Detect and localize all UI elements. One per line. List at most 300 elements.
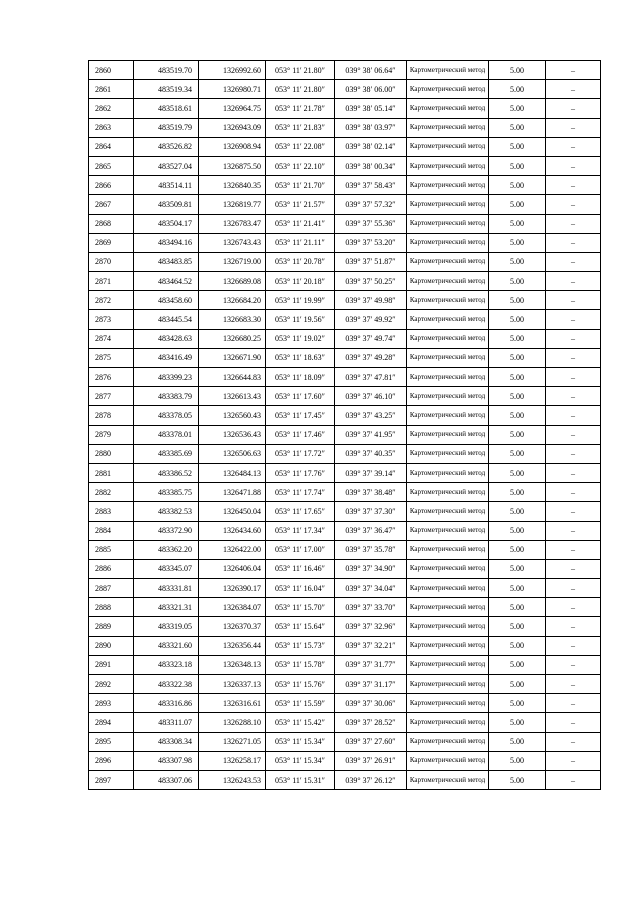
point-number-cell: 2872 <box>89 291 134 310</box>
method-cell: Картометрический метод <box>407 617 489 636</box>
method-cell: Картометрический метод <box>407 483 489 502</box>
dash-cell: – <box>546 387 601 406</box>
x-coordinate-cell: 483428.63 <box>134 329 199 348</box>
longitude-cell: 039° 38′ 03.97″ <box>335 118 407 137</box>
accuracy-cell: 5.00 <box>489 137 546 156</box>
table-row <box>89 655 601 674</box>
latitude-cell: 053° 11′ 15.70″ <box>266 598 335 617</box>
accuracy-cell: 5.00 <box>489 348 546 367</box>
y-coordinate-cell: 1326384.07 <box>199 598 266 617</box>
coordinates-table <box>88 60 601 790</box>
accuracy-cell: 5.00 <box>489 156 546 175</box>
accuracy-cell: 5.00 <box>489 694 546 713</box>
x-coordinate-cell: 483372.90 <box>134 521 199 540</box>
longitude-cell: 039° 37′ 50.25″ <box>335 272 407 291</box>
method-cell: Картометрический метод <box>407 252 489 271</box>
accuracy-cell: 5.00 <box>489 80 546 99</box>
longitude-cell: 039° 37′ 35.78″ <box>335 540 407 559</box>
table-row <box>89 675 601 694</box>
longitude-cell: 039° 37′ 31.77″ <box>335 655 407 674</box>
accuracy-cell: 5.00 <box>489 463 546 482</box>
dash-cell: – <box>546 406 601 425</box>
point-number-cell: 2867 <box>89 195 134 214</box>
point-number-cell: 2879 <box>89 425 134 444</box>
y-coordinate-cell: 1326271.05 <box>199 732 266 751</box>
latitude-cell: 053° 11′ 21.80″ <box>266 80 335 99</box>
x-coordinate-cell: 483527.04 <box>134 156 199 175</box>
accuracy-cell: 5.00 <box>489 598 546 617</box>
accuracy-cell: 5.00 <box>489 444 546 463</box>
y-coordinate-cell: 1326684.20 <box>199 291 266 310</box>
accuracy-cell: 5.00 <box>489 502 546 521</box>
dash-cell: – <box>546 770 601 789</box>
longitude-cell: 039° 38′ 06.00″ <box>335 80 407 99</box>
point-number-cell: 2881 <box>89 463 134 482</box>
table-row <box>89 291 601 310</box>
longitude-cell: 039° 37′ 37.30″ <box>335 502 407 521</box>
longitude-cell: 039° 37′ 39.14″ <box>335 463 407 482</box>
table-row <box>89 559 601 578</box>
table-row <box>89 176 601 195</box>
dash-cell: – <box>546 444 601 463</box>
accuracy-cell: 5.00 <box>489 713 546 732</box>
method-cell: Картометрический метод <box>407 80 489 99</box>
table-row <box>89 521 601 540</box>
accuracy-cell: 5.00 <box>489 406 546 425</box>
dash-cell: – <box>546 99 601 118</box>
x-coordinate-cell: 483458.60 <box>134 291 199 310</box>
dash-cell: – <box>546 310 601 329</box>
y-coordinate-cell: 1326840.35 <box>199 176 266 195</box>
point-number-cell: 2877 <box>89 387 134 406</box>
latitude-cell: 053° 11′ 18.63″ <box>266 348 335 367</box>
x-coordinate-cell: 483519.79 <box>134 118 199 137</box>
method-cell: Картометрический метод <box>407 675 489 694</box>
latitude-cell: 053° 11′ 22.10″ <box>266 156 335 175</box>
dash-cell: – <box>546 272 601 291</box>
y-coordinate-cell: 1326819.77 <box>199 195 266 214</box>
method-cell: Картометрический метод <box>407 751 489 770</box>
x-coordinate-cell: 483319.05 <box>134 617 199 636</box>
dash-cell: – <box>546 137 601 156</box>
latitude-cell: 053° 11′ 15.76″ <box>266 675 335 694</box>
accuracy-cell: 5.00 <box>489 770 546 789</box>
x-coordinate-cell: 483416.49 <box>134 348 199 367</box>
dash-cell: – <box>546 636 601 655</box>
longitude-cell: 039° 37′ 27.60″ <box>335 732 407 751</box>
y-coordinate-cell: 1326992.60 <box>199 61 266 80</box>
dash-cell: – <box>546 521 601 540</box>
latitude-cell: 053° 11′ 17.65″ <box>266 502 335 521</box>
x-coordinate-cell: 483494.16 <box>134 233 199 252</box>
latitude-cell: 053° 11′ 16.46″ <box>266 559 335 578</box>
longitude-cell: 039° 37′ 46.10″ <box>335 387 407 406</box>
point-number-cell: 2863 <box>89 118 134 137</box>
table-row <box>89 636 601 655</box>
y-coordinate-cell: 1326671.90 <box>199 348 266 367</box>
latitude-cell: 053° 11′ 17.00″ <box>266 540 335 559</box>
latitude-cell: 053° 11′ 21.80″ <box>266 61 335 80</box>
method-cell: Картометрический метод <box>407 137 489 156</box>
y-coordinate-cell: 1326980.71 <box>199 80 266 99</box>
method-cell: Картометрический метод <box>407 540 489 559</box>
method-cell: Картометрический метод <box>407 348 489 367</box>
table-row <box>89 99 601 118</box>
point-number-cell: 2871 <box>89 272 134 291</box>
y-coordinate-cell: 1326484.13 <box>199 463 266 482</box>
latitude-cell: 053° 11′ 19.02″ <box>266 329 335 348</box>
accuracy-cell: 5.00 <box>489 99 546 118</box>
method-cell: Картометрический метод <box>407 387 489 406</box>
table-row <box>89 579 601 598</box>
accuracy-cell: 5.00 <box>489 272 546 291</box>
accuracy-cell: 5.00 <box>489 579 546 598</box>
latitude-cell: 053° 11′ 15.73″ <box>266 636 335 655</box>
point-number-cell: 2878 <box>89 406 134 425</box>
point-number-cell: 2883 <box>89 502 134 521</box>
dash-cell: – <box>546 694 601 713</box>
point-number-cell: 2865 <box>89 156 134 175</box>
method-cell: Картометрический метод <box>407 61 489 80</box>
dash-cell: – <box>546 483 601 502</box>
point-number-cell: 2890 <box>89 636 134 655</box>
point-number-cell: 2889 <box>89 617 134 636</box>
latitude-cell: 053° 11′ 17.60″ <box>266 387 335 406</box>
longitude-cell: 039° 37′ 32.21″ <box>335 636 407 655</box>
longitude-cell: 039° 37′ 26.12″ <box>335 770 407 789</box>
latitude-cell: 053° 11′ 21.11″ <box>266 233 335 252</box>
y-coordinate-cell: 1326506.63 <box>199 444 266 463</box>
method-cell: Картометрический метод <box>407 406 489 425</box>
method-cell: Картометрический метод <box>407 99 489 118</box>
table-row <box>89 118 601 137</box>
table-row <box>89 272 601 291</box>
table-row <box>89 61 601 80</box>
latitude-cell: 053° 11′ 17.34″ <box>266 521 335 540</box>
y-coordinate-cell: 1326316.61 <box>199 694 266 713</box>
y-coordinate-cell: 1326406.04 <box>199 559 266 578</box>
x-coordinate-cell: 483526.82 <box>134 137 199 156</box>
method-cell: Картометрический метод <box>407 118 489 137</box>
x-coordinate-cell: 483321.60 <box>134 636 199 655</box>
table-row <box>89 540 601 559</box>
accuracy-cell: 5.00 <box>489 214 546 233</box>
y-coordinate-cell: 1326943.09 <box>199 118 266 137</box>
longitude-cell: 039° 37′ 38.48″ <box>335 483 407 502</box>
x-coordinate-cell: 483321.31 <box>134 598 199 617</box>
method-cell: Картометрический метод <box>407 156 489 175</box>
table-row <box>89 444 601 463</box>
method-cell: Картометрический метод <box>407 713 489 732</box>
y-coordinate-cell: 1326243.53 <box>199 770 266 789</box>
point-number-cell: 2880 <box>89 444 134 463</box>
longitude-cell: 039° 37′ 40.35″ <box>335 444 407 463</box>
latitude-cell: 053° 11′ 15.59″ <box>266 694 335 713</box>
latitude-cell: 053° 11′ 17.72″ <box>266 444 335 463</box>
point-number-cell: 2896 <box>89 751 134 770</box>
point-number-cell: 2884 <box>89 521 134 540</box>
dash-cell: – <box>546 502 601 521</box>
latitude-cell: 053° 11′ 22.08″ <box>266 137 335 156</box>
accuracy-cell: 5.00 <box>489 540 546 559</box>
dash-cell: – <box>546 425 601 444</box>
method-cell: Картометрический метод <box>407 559 489 578</box>
latitude-cell: 053° 11′ 15.64″ <box>266 617 335 636</box>
point-number-cell: 2864 <box>89 137 134 156</box>
table-row <box>89 214 601 233</box>
dash-cell: – <box>546 176 601 195</box>
method-cell: Картометрический метод <box>407 214 489 233</box>
dash-cell: – <box>546 540 601 559</box>
x-coordinate-cell: 483519.34 <box>134 80 199 99</box>
longitude-cell: 039° 37′ 31.17″ <box>335 675 407 694</box>
accuracy-cell: 5.00 <box>489 387 546 406</box>
point-number-cell: 2862 <box>89 99 134 118</box>
longitude-cell: 039° 37′ 58.43″ <box>335 176 407 195</box>
y-coordinate-cell: 1326964.75 <box>199 99 266 118</box>
accuracy-cell: 5.00 <box>489 521 546 540</box>
point-number-cell: 2866 <box>89 176 134 195</box>
latitude-cell: 053° 11′ 21.70″ <box>266 176 335 195</box>
x-coordinate-cell: 483386.52 <box>134 463 199 482</box>
method-cell: Картометрический метод <box>407 272 489 291</box>
dash-cell: – <box>546 463 601 482</box>
table-row <box>89 329 601 348</box>
longitude-cell: 039° 37′ 34.90″ <box>335 559 407 578</box>
longitude-cell: 039° 37′ 36.47″ <box>335 521 407 540</box>
y-coordinate-cell: 1326356.44 <box>199 636 266 655</box>
longitude-cell: 039° 38′ 00.34″ <box>335 156 407 175</box>
longitude-cell: 039° 38′ 06.64″ <box>335 61 407 80</box>
point-number-cell: 2897 <box>89 770 134 789</box>
x-coordinate-cell: 483307.06 <box>134 770 199 789</box>
table-row <box>89 502 601 521</box>
dash-cell: – <box>546 579 601 598</box>
accuracy-cell: 5.00 <box>489 675 546 694</box>
point-number-cell: 2870 <box>89 252 134 271</box>
x-coordinate-cell: 483504.17 <box>134 214 199 233</box>
table-row <box>89 195 601 214</box>
accuracy-cell: 5.00 <box>489 310 546 329</box>
latitude-cell: 053° 11′ 17.76″ <box>266 463 335 482</box>
method-cell: Картометрический метод <box>407 732 489 751</box>
latitude-cell: 053° 11′ 15.78″ <box>266 655 335 674</box>
point-number-cell: 2861 <box>89 80 134 99</box>
table-row <box>89 463 601 482</box>
x-coordinate-cell: 483311.07 <box>134 713 199 732</box>
x-coordinate-cell: 483519.70 <box>134 61 199 80</box>
table-row <box>89 80 601 99</box>
dash-cell: – <box>546 252 601 271</box>
method-cell: Картометрический метод <box>407 636 489 655</box>
point-number-cell: 2893 <box>89 694 134 713</box>
x-coordinate-cell: 483331.81 <box>134 579 199 598</box>
latitude-cell: 053° 11′ 21.78″ <box>266 99 335 118</box>
longitude-cell: 039° 37′ 57.32″ <box>335 195 407 214</box>
point-number-cell: 2860 <box>89 61 134 80</box>
y-coordinate-cell: 1326348.13 <box>199 655 266 674</box>
dash-cell: – <box>546 655 601 674</box>
accuracy-cell: 5.00 <box>489 559 546 578</box>
method-cell: Картометрический метод <box>407 368 489 387</box>
accuracy-cell: 5.00 <box>489 291 546 310</box>
point-number-cell: 2885 <box>89 540 134 559</box>
table-row <box>89 387 601 406</box>
y-coordinate-cell: 1326471.88 <box>199 483 266 502</box>
y-coordinate-cell: 1326560.43 <box>199 406 266 425</box>
x-coordinate-cell: 483308.34 <box>134 732 199 751</box>
longitude-cell: 039° 37′ 26.91″ <box>335 751 407 770</box>
latitude-cell: 053° 11′ 21.41″ <box>266 214 335 233</box>
table-row <box>89 598 601 617</box>
y-coordinate-cell: 1326613.43 <box>199 387 266 406</box>
latitude-cell: 053° 11′ 20.78″ <box>266 252 335 271</box>
accuracy-cell: 5.00 <box>489 483 546 502</box>
method-cell: Картометрический метод <box>407 310 489 329</box>
longitude-cell: 039° 37′ 34.04″ <box>335 579 407 598</box>
dash-cell: – <box>546 617 601 636</box>
dash-cell: – <box>546 233 601 252</box>
longitude-cell: 039° 37′ 47.81″ <box>335 368 407 387</box>
longitude-cell: 039° 37′ 53.20″ <box>335 233 407 252</box>
point-number-cell: 2886 <box>89 559 134 578</box>
dash-cell: – <box>546 713 601 732</box>
table-row <box>89 156 601 175</box>
method-cell: Картометрический метод <box>407 176 489 195</box>
x-coordinate-cell: 483307.98 <box>134 751 199 770</box>
table-row <box>89 348 601 367</box>
x-coordinate-cell: 483378.05 <box>134 406 199 425</box>
method-cell: Картометрический метод <box>407 233 489 252</box>
accuracy-cell: 5.00 <box>489 732 546 751</box>
x-coordinate-cell: 483382.53 <box>134 502 199 521</box>
x-coordinate-cell: 483445.54 <box>134 310 199 329</box>
latitude-cell: 053° 11′ 19.56″ <box>266 310 335 329</box>
dash-cell: – <box>546 732 601 751</box>
x-coordinate-cell: 483383.79 <box>134 387 199 406</box>
method-cell: Картометрический метод <box>407 655 489 674</box>
x-coordinate-cell: 483323.18 <box>134 655 199 674</box>
y-coordinate-cell: 1326422.00 <box>199 540 266 559</box>
x-coordinate-cell: 483345.07 <box>134 559 199 578</box>
x-coordinate-cell: 483316.86 <box>134 694 199 713</box>
point-number-cell: 2874 <box>89 329 134 348</box>
dash-cell: – <box>546 329 601 348</box>
method-cell: Картометрический метод <box>407 329 489 348</box>
table-row <box>89 233 601 252</box>
accuracy-cell: 5.00 <box>489 329 546 348</box>
accuracy-cell: 5.00 <box>489 176 546 195</box>
dash-cell: – <box>546 156 601 175</box>
accuracy-cell: 5.00 <box>489 368 546 387</box>
accuracy-cell: 5.00 <box>489 636 546 655</box>
accuracy-cell: 5.00 <box>489 195 546 214</box>
dash-cell: – <box>546 675 601 694</box>
x-coordinate-cell: 483385.69 <box>134 444 199 463</box>
longitude-cell: 039° 37′ 33.70″ <box>335 598 407 617</box>
method-cell: Картометрический метод <box>407 579 489 598</box>
table-body <box>89 61 601 790</box>
dash-cell: – <box>546 559 601 578</box>
latitude-cell: 053° 11′ 17.74″ <box>266 483 335 502</box>
latitude-cell: 053° 11′ 20.18″ <box>266 272 335 291</box>
dash-cell: – <box>546 368 601 387</box>
y-coordinate-cell: 1326875.50 <box>199 156 266 175</box>
accuracy-cell: 5.00 <box>489 252 546 271</box>
table-row <box>89 137 601 156</box>
point-number-cell: 2869 <box>89 233 134 252</box>
x-coordinate-cell: 483514.11 <box>134 176 199 195</box>
table-row <box>89 713 601 732</box>
accuracy-cell: 5.00 <box>489 425 546 444</box>
y-coordinate-cell: 1326370.37 <box>199 617 266 636</box>
x-coordinate-cell: 483509.81 <box>134 195 199 214</box>
x-coordinate-cell: 483378.01 <box>134 425 199 444</box>
longitude-cell: 039° 37′ 49.28″ <box>335 348 407 367</box>
accuracy-cell: 5.00 <box>489 118 546 137</box>
y-coordinate-cell: 1326689.08 <box>199 272 266 291</box>
method-cell: Картометрический метод <box>407 425 489 444</box>
longitude-cell: 039° 37′ 49.98″ <box>335 291 407 310</box>
y-coordinate-cell: 1326337.13 <box>199 675 266 694</box>
document-page <box>88 60 600 790</box>
y-coordinate-cell: 1326390.17 <box>199 579 266 598</box>
dash-cell: – <box>546 118 601 137</box>
longitude-cell: 039° 37′ 43.25″ <box>335 406 407 425</box>
y-coordinate-cell: 1326743.43 <box>199 233 266 252</box>
point-number-cell: 2875 <box>89 348 134 367</box>
latitude-cell: 053° 11′ 17.46″ <box>266 425 335 444</box>
longitude-cell: 039° 37′ 41.95″ <box>335 425 407 444</box>
longitude-cell: 039° 37′ 49.92″ <box>335 310 407 329</box>
longitude-cell: 039° 37′ 55.36″ <box>335 214 407 233</box>
x-coordinate-cell: 483518.61 <box>134 99 199 118</box>
latitude-cell: 053° 11′ 15.34″ <box>266 732 335 751</box>
latitude-cell: 053° 11′ 18.09″ <box>266 368 335 387</box>
dash-cell: – <box>546 195 601 214</box>
dash-cell: – <box>546 291 601 310</box>
table-row <box>89 770 601 789</box>
longitude-cell: 039° 37′ 28.52″ <box>335 713 407 732</box>
accuracy-cell: 5.00 <box>489 655 546 674</box>
x-coordinate-cell: 483464.52 <box>134 272 199 291</box>
latitude-cell: 053° 11′ 15.31″ <box>266 770 335 789</box>
longitude-cell: 039° 37′ 30.06″ <box>335 694 407 713</box>
method-cell: Картометрический метод <box>407 598 489 617</box>
method-cell: Картометрический метод <box>407 195 489 214</box>
y-coordinate-cell: 1326288.10 <box>199 713 266 732</box>
point-number-cell: 2876 <box>89 368 134 387</box>
accuracy-cell: 5.00 <box>489 233 546 252</box>
y-coordinate-cell: 1326719.00 <box>199 252 266 271</box>
y-coordinate-cell: 1326536.43 <box>199 425 266 444</box>
method-cell: Картометрический метод <box>407 502 489 521</box>
method-cell: Картометрический метод <box>407 463 489 482</box>
method-cell: Картометрический метод <box>407 444 489 463</box>
longitude-cell: 039° 37′ 32.96″ <box>335 617 407 636</box>
table-row <box>89 483 601 502</box>
latitude-cell: 053° 11′ 15.34″ <box>266 751 335 770</box>
point-number-cell: 2895 <box>89 732 134 751</box>
x-coordinate-cell: 483322.38 <box>134 675 199 694</box>
table-row <box>89 694 601 713</box>
longitude-cell: 039° 38′ 05.14″ <box>335 99 407 118</box>
accuracy-cell: 5.00 <box>489 751 546 770</box>
dash-cell: – <box>546 598 601 617</box>
latitude-cell: 053° 11′ 15.42″ <box>266 713 335 732</box>
table-row <box>89 751 601 770</box>
point-number-cell: 2888 <box>89 598 134 617</box>
